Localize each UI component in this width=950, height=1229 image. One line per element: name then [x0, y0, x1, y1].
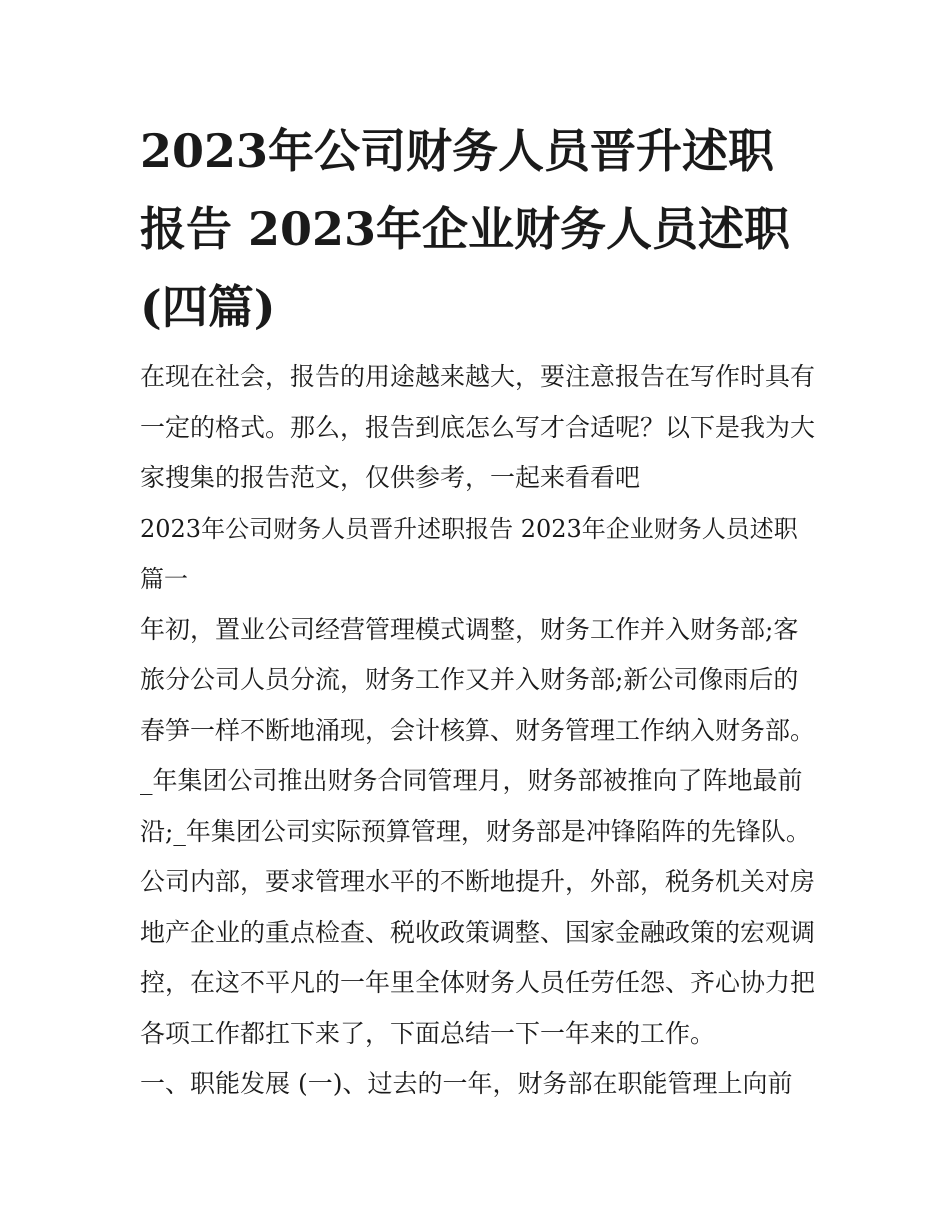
section-heading: 2023年公司财务人员晋升述职报告 2023年企业财务人员述职篇一 — [140, 514, 798, 593]
intro-paragraph: 在现在社会，报告的用途越来越大，要注意报告在写作时具有一定的格式。那么，报告到底怎么写才合适呢？以下是我为大家搜集的报告范文，仅供参考，一起来看看吧 — [140, 362, 816, 492]
document-page — [140, 112, 815, 1110]
document-title: 2023年公司财务人员晋升述职报告 2023年企业财务人员述职(四篇) — [140, 124, 791, 334]
body-paragraph: 年初，置业公司经营管理模式调整，财务工作并入财务部;客旅分公司人员分流，财务工作又并入财务部;新公司像雨后的春笋一样不断地涌现，会计核算、财务管理工作纳入财务部。_年集团公司推出财务合同管理月，财务部被推向了阵地最前沿;_年集团公司实际预算管理，财务部是冲锋陷阵的先锋队。公司内部，要求管理水平的不断地提升，外部，税务机关对房地产企业的重点检查、税收政策调整、国家金融政策的宏观调控，在这不平凡的一年里全体财务人员任劳任怨、齐心协力把各项工作都扛下来了，下面总结一下一年来的工作。 — [140, 614, 816, 1048]
body-paragraph-continued: 一、职能发展 (一)、过去的一年，财务部在职能管理上向前 — [140, 1069, 793, 1098]
